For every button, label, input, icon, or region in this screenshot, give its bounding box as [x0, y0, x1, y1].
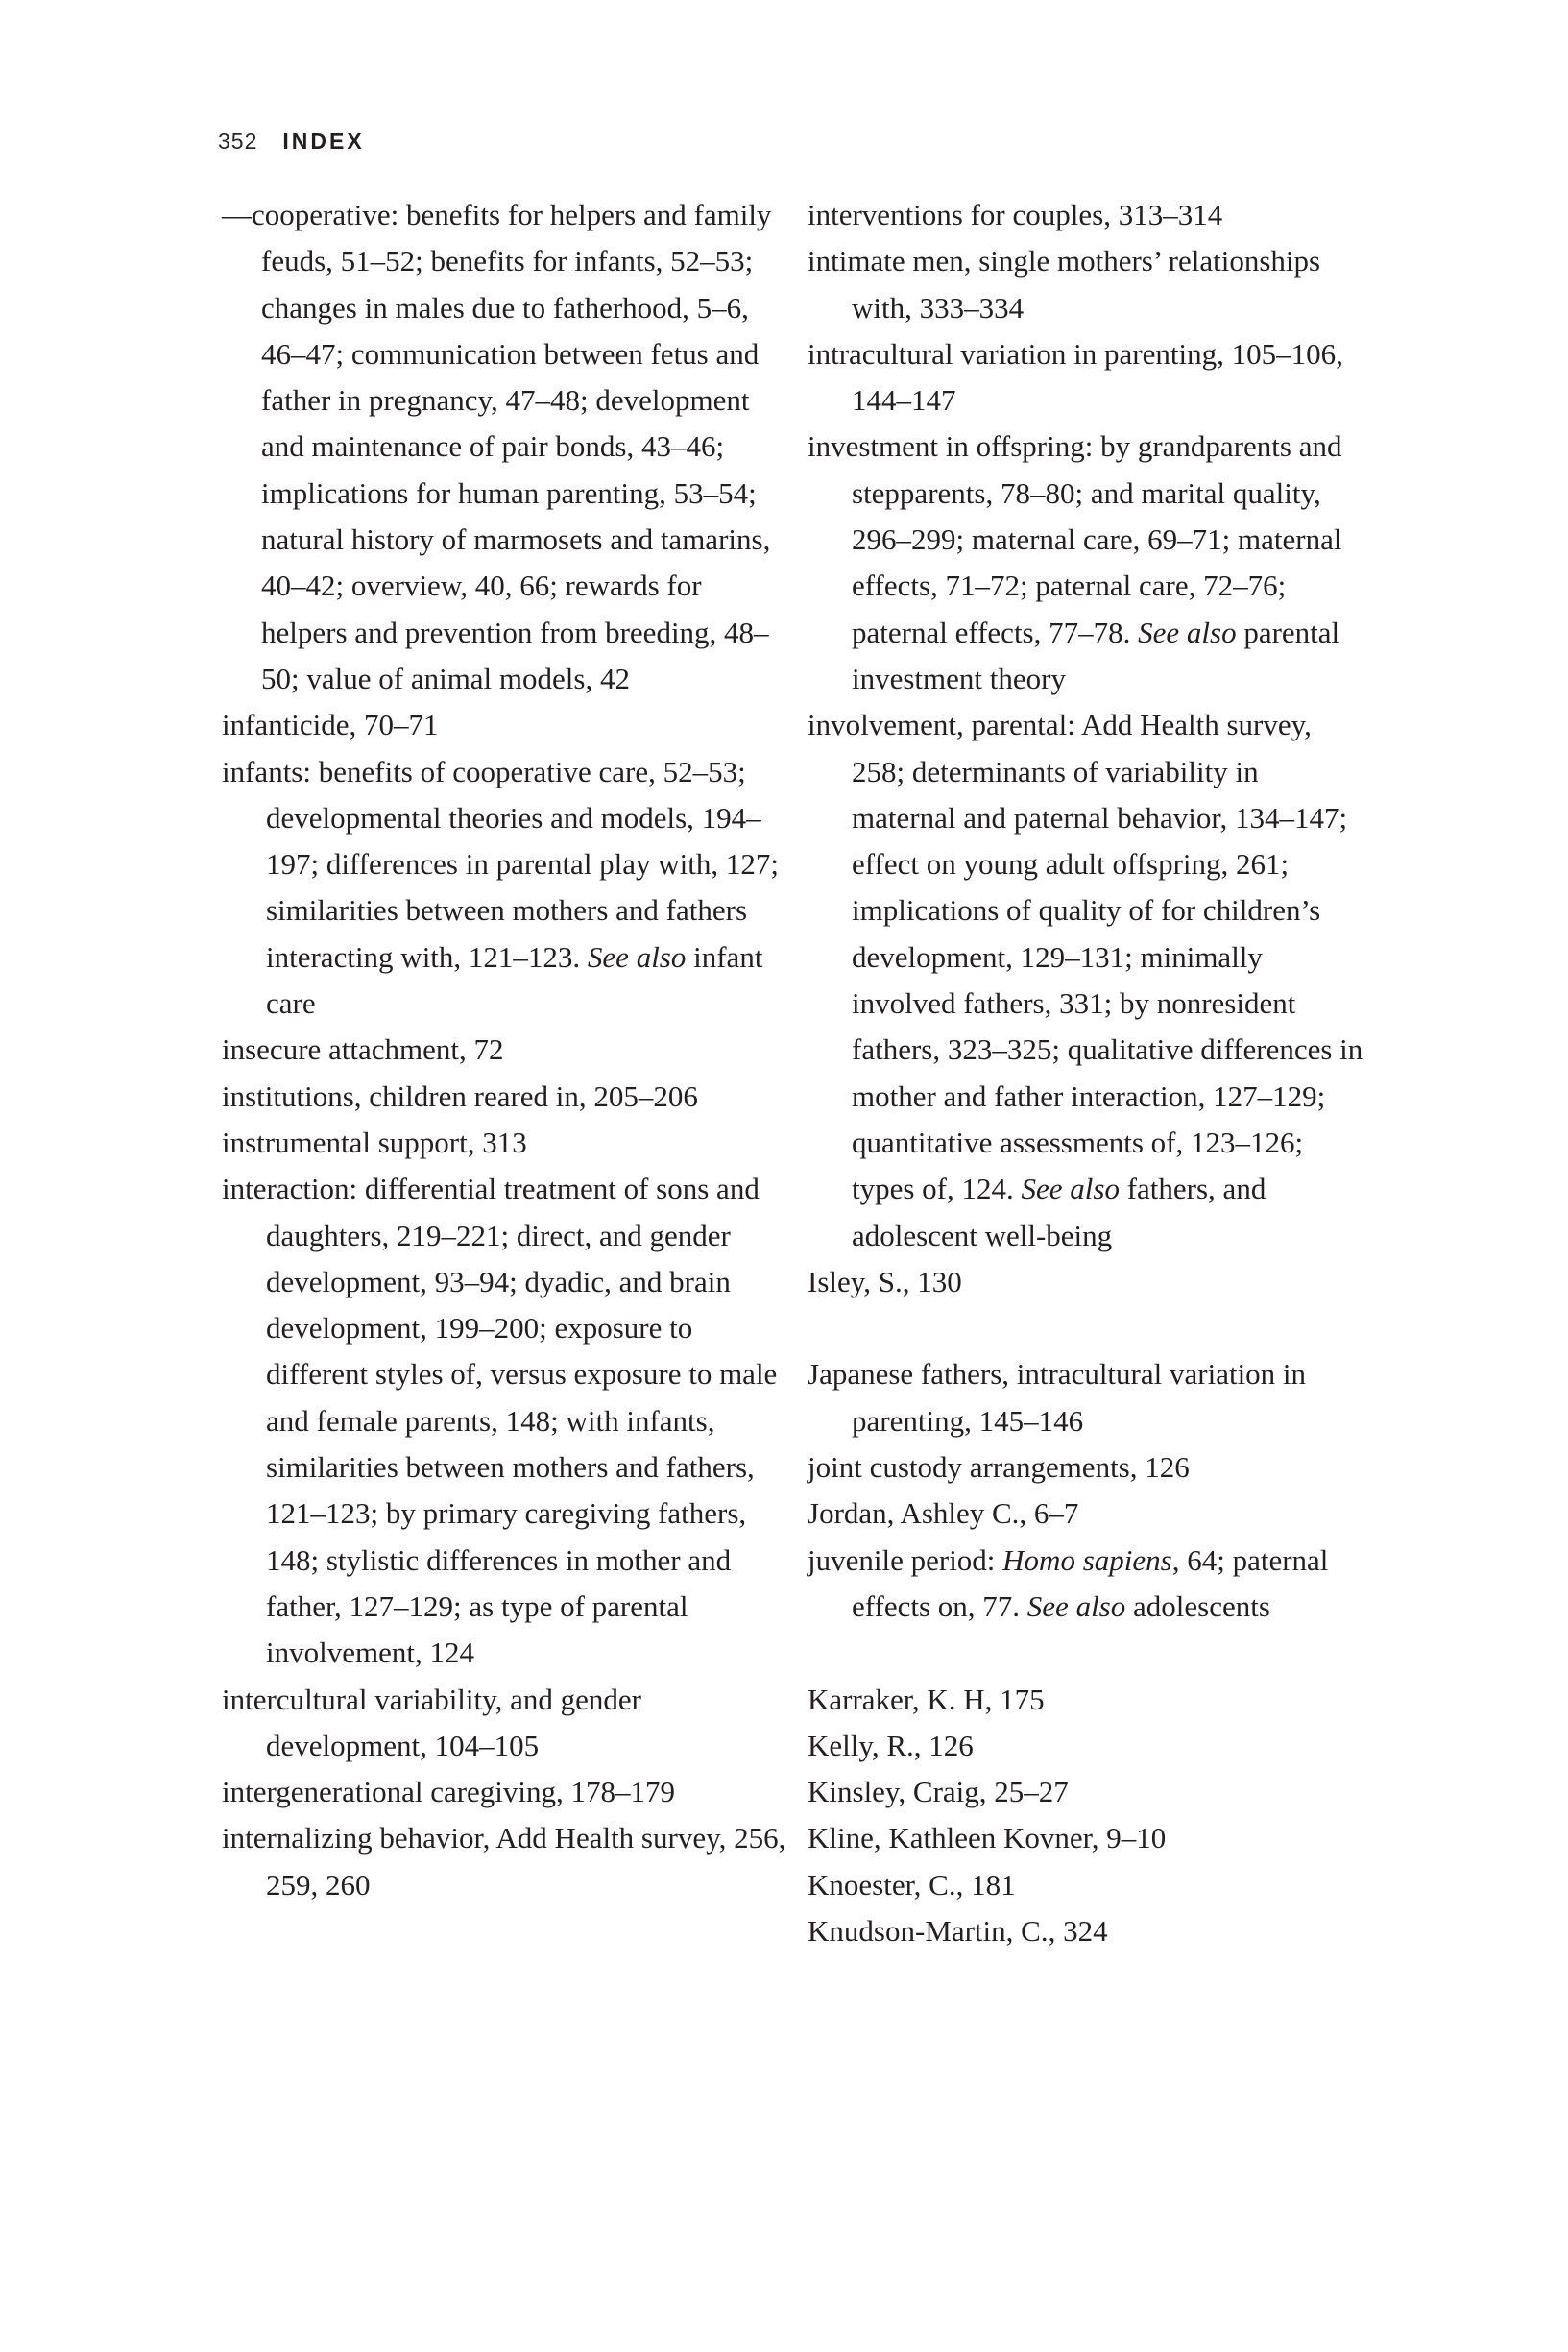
index-entry-knudson-martin: Knudson-Martin, C., 324 — [808, 1913, 1108, 1948]
cross-reference: adolescents — [1125, 1588, 1270, 1623]
index-entry-isley: Isley, S., 130 — [808, 1264, 962, 1298]
index-entry-infants — [222, 749, 788, 1028]
page-number: 352 — [218, 129, 258, 154]
see-also-label: See also — [1138, 615, 1237, 649]
index-entry-internalizing-behavior: internalizing behavior, Add Health survey, 256, 259, 260 — [222, 1821, 786, 1902]
entry-text: investment in offspring: by grandparents and stepparents, 78–80; and marital quality, 296–299; maternal care, 69–71; maternal effects, 71–72; paternal care, 72–76; paternal effects, 77–78. — [808, 429, 1342, 649]
section-title: INDEX — [282, 129, 365, 154]
index-entry-intercultural-variability: intercultural variability, and gender development, 104–105 — [222, 1682, 641, 1762]
cross-reference: fathers, and adolescent well-being — [852, 1172, 1266, 1252]
index-entry-knoester: Knoester, C., 181 — [808, 1867, 1016, 1902]
index-entry-jordan: Jordan, Ashley C., 6–7 — [808, 1496, 1079, 1531]
index-entry-joint-custody: joint custody arrangements, 126 — [808, 1450, 1190, 1485]
letter-group-gap — [808, 1305, 1364, 1351]
species-name: Homo sapiens — [1002, 1542, 1172, 1577]
see-also-label: See also — [1021, 1172, 1120, 1206]
index-entry-karraker: Karraker, K. H, 175 — [808, 1682, 1045, 1716]
entry-text: , 64; paternal effects on, 77. — [852, 1542, 1329, 1623]
see-also-label: See also — [1026, 1588, 1126, 1623]
entry-text: involvement, parental: Add Health survey, 258; determinants of variability in maternal and paternal behavior, 134–147; effect on young adult offspring, 261; implications of quality of for children’s development, 129–131; minimally involved fathers, 331; by nonresident fathers, 323–325; qualitative differences in mother and father interaction, 127–129; quantitative assessments of, 123–126; types of, 124. — [808, 708, 1363, 1206]
index-entry-insecure-attachment: insecure attachment, 72 — [222, 1032, 504, 1067]
index-entry-intracultural-variation: intracultural variation in parenting, 105–106, 144–147 — [808, 336, 1343, 418]
see-also-label: See also — [587, 939, 687, 974]
entry-text: infants: benefits of cooperative care, 52–53; developmental theories and models, 194–197; differences in parental play with, 127; similarities between mothers and fathers interacting with, 121–123. — [222, 754, 780, 974]
index-column-left — [222, 192, 788, 1908]
entry-text: juvenile period: — [808, 1542, 1003, 1577]
index-entry-involvement-parental — [808, 702, 1364, 1259]
cross-reference: parental investment theory — [852, 615, 1340, 695]
index-entry-cooperative-subentry: —cooperative: benefits for helpers and family feuds, 51–52; benefits for infants, 52–53; changes in males due to fatherhood, 5–6, 46–47; communication between fetus and father in pregnancy, 47–48; development and maintenance of pair bonds, 43–46; implications for human parenting, 53–54; natural history of marmosets and tamarins, 40–42; overview, 40, 66; rewards for helpers and prevention from breeding, 48–50; value of animal models, 42 — [222, 198, 772, 695]
running-head — [218, 128, 365, 155]
index-entry-institutions: institutions, children reared in, 205–206 — [222, 1079, 698, 1113]
index-entry-japanese-fathers: Japanese fathers, intracultural variation in parenting, 145–146 — [808, 1357, 1307, 1438]
index-entry-investment-in-offspring — [808, 424, 1364, 702]
index-entry-intergenerational-caregiving: intergenerational caregiving, 178–179 — [222, 1775, 676, 1809]
index-entry-kelly: Kelly, R., 126 — [808, 1728, 974, 1762]
letter-group-gap — [808, 1630, 1364, 1676]
index-column-right — [808, 192, 1364, 1954]
index-entry-instrumental-support: instrumental support, 313 — [222, 1125, 527, 1159]
index-entry-kline: Kline, Kathleen Kovner, 9–10 — [808, 1821, 1167, 1855]
index-entry-kinsley: Kinsley, Craig, 25–27 — [808, 1775, 1069, 1809]
index-entry-interaction: interaction: differential treatment of sons and daughters, 219–221; direct, and gender development, 93–94; dyadic, and brain development, 199–200; exposure to different styles of, versus exposure to male and female parents, 148; with infants, similarities between mothers and fathers, 121–123; by primary caregiving fathers, 148; stylistic differences in mother and father, 127–129; as type of parental involvement, 124 — [222, 1172, 778, 1670]
index-entry-interventions: interventions for couples, 313–314 — [808, 198, 1223, 231]
index-entry-juvenile-period — [808, 1538, 1364, 1631]
index-entry-intimate-men: intimate men, single mothers’ relationships with, 333–334 — [808, 244, 1321, 325]
cross-reference: infant care — [266, 939, 763, 1021]
index-entry-infanticide: infanticide, 70–71 — [222, 708, 439, 742]
